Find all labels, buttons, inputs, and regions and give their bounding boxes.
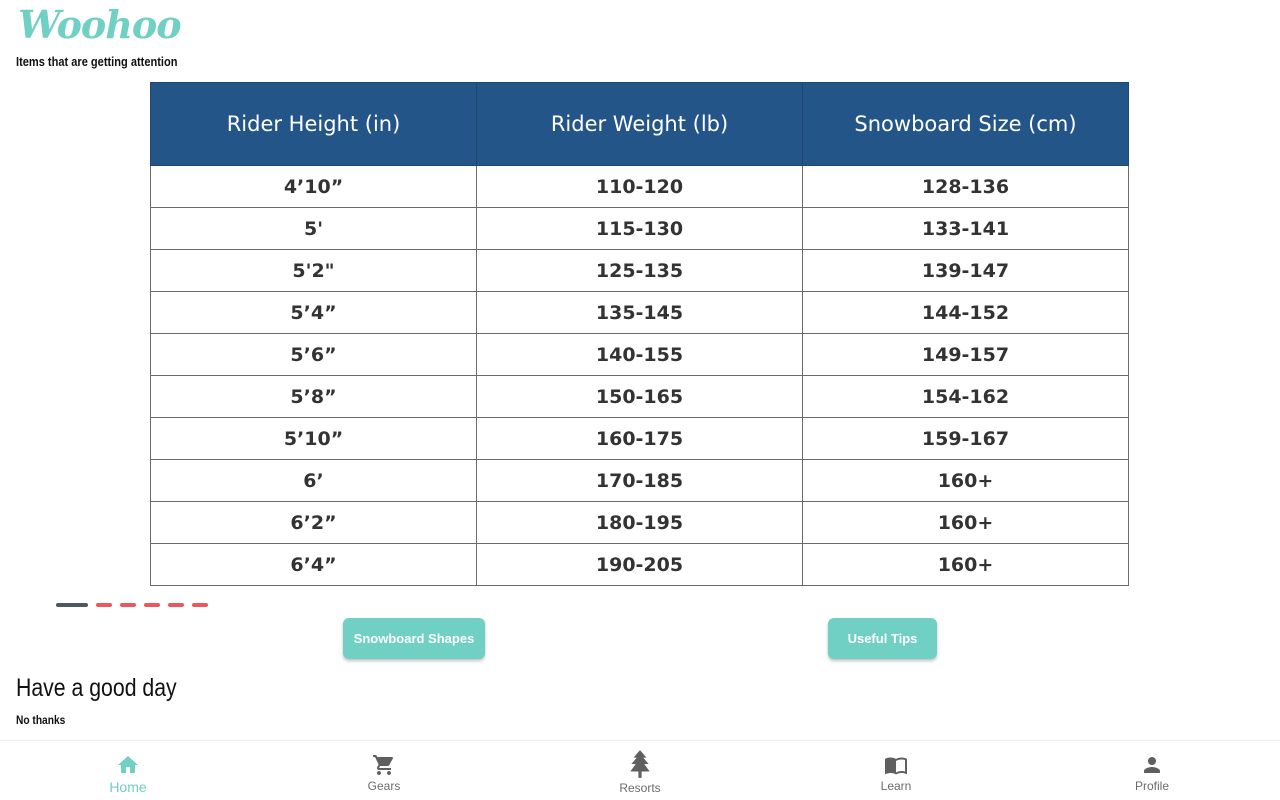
table-row bbox=[151, 250, 1129, 292]
size-cell: 160+ bbox=[803, 460, 1129, 502]
height-cell: 5’6” bbox=[151, 334, 477, 376]
home-icon bbox=[116, 753, 140, 777]
height-cell: 5’8” bbox=[151, 376, 477, 418]
carousel-dot[interactable] bbox=[144, 603, 160, 607]
weight-cell: 115-130 bbox=[477, 208, 803, 250]
tab-home-label: Home bbox=[109, 779, 147, 795]
tab-home[interactable] bbox=[48, 741, 208, 800]
pine-tree-icon bbox=[626, 749, 654, 779]
height-cell: 4’10” bbox=[151, 166, 477, 208]
greeting-heading: Have a good day bbox=[16, 674, 177, 702]
size-cell: 149-157 bbox=[803, 334, 1129, 376]
height-cell: 5’10” bbox=[151, 418, 477, 460]
tab-gears[interactable] bbox=[304, 741, 464, 800]
weight-cell: 110-120 bbox=[477, 166, 803, 208]
snowboard-shapes-button[interactable]: Snowboard Shapes bbox=[343, 618, 485, 659]
table-row bbox=[151, 544, 1129, 586]
weight-cell: 125-135 bbox=[477, 250, 803, 292]
tab-profile-label: Profile bbox=[1134, 779, 1169, 793]
height-cell: 5' bbox=[151, 208, 477, 250]
carousel-dot[interactable] bbox=[192, 603, 208, 607]
tab-learn-label: Learn bbox=[880, 779, 912, 793]
size-cell: 139-147 bbox=[803, 250, 1129, 292]
weight-cell: 170-185 bbox=[477, 460, 803, 502]
table-row bbox=[151, 334, 1129, 376]
table-header-row bbox=[151, 83, 1129, 166]
useful-tips-button[interactable]: Useful Tips bbox=[828, 618, 937, 659]
no-thanks-link[interactable]: No thanks bbox=[16, 713, 66, 727]
height-cell: 6’4” bbox=[151, 544, 477, 586]
column-header-height: Rider Height (in) bbox=[151, 83, 477, 166]
height-cell: 5'2" bbox=[151, 250, 477, 292]
section-subtitle: Items that are getting attention bbox=[16, 54, 178, 69]
tab-gears-label: Gears bbox=[367, 779, 401, 793]
weight-cell: 135-145 bbox=[477, 292, 803, 334]
cart-icon bbox=[372, 753, 396, 777]
weight-cell: 160-175 bbox=[477, 418, 803, 460]
size-cell: 133-141 bbox=[803, 208, 1129, 250]
size-cell: 128-136 bbox=[803, 166, 1129, 208]
size-cell: 160+ bbox=[803, 502, 1129, 544]
table-row bbox=[151, 460, 1129, 502]
table-row bbox=[151, 502, 1129, 544]
column-header-size: Snowboard Size (cm) bbox=[803, 83, 1129, 166]
height-cell: 6’ bbox=[151, 460, 477, 502]
tab-resorts-label: Resorts bbox=[619, 781, 661, 795]
size-cell: 154-162 bbox=[803, 376, 1129, 418]
weight-cell: 190-205 bbox=[477, 544, 803, 586]
table-row bbox=[151, 418, 1129, 460]
weight-cell: 180-195 bbox=[477, 502, 803, 544]
carousel-dot-active[interactable] bbox=[56, 603, 88, 607]
bottom-tab-bar bbox=[0, 740, 1280, 800]
table-row bbox=[151, 166, 1129, 208]
tab-learn[interactable] bbox=[816, 741, 976, 800]
height-cell: 5’4” bbox=[151, 292, 477, 334]
table-row bbox=[151, 292, 1129, 334]
table-row bbox=[151, 376, 1129, 418]
size-cell: 144-152 bbox=[803, 292, 1129, 334]
weight-cell: 140-155 bbox=[477, 334, 803, 376]
tab-profile[interactable] bbox=[1072, 741, 1232, 800]
app-logo: Woohoo bbox=[18, 2, 181, 47]
person-icon bbox=[1140, 753, 1164, 777]
table-row bbox=[151, 208, 1129, 250]
carousel-indicator bbox=[56, 603, 208, 607]
carousel-dot[interactable] bbox=[96, 603, 112, 607]
column-header-weight: Rider Weight (lb) bbox=[477, 83, 803, 166]
size-cell: 160+ bbox=[803, 544, 1129, 586]
open-book-icon bbox=[884, 753, 908, 777]
height-cell: 6’2” bbox=[151, 502, 477, 544]
tab-resorts[interactable] bbox=[560, 741, 720, 800]
carousel-dot[interactable] bbox=[120, 603, 136, 607]
size-cell: 159-167 bbox=[803, 418, 1129, 460]
snowboard-size-chart bbox=[150, 82, 1129, 586]
weight-cell: 150-165 bbox=[477, 376, 803, 418]
carousel-dot[interactable] bbox=[168, 603, 184, 607]
